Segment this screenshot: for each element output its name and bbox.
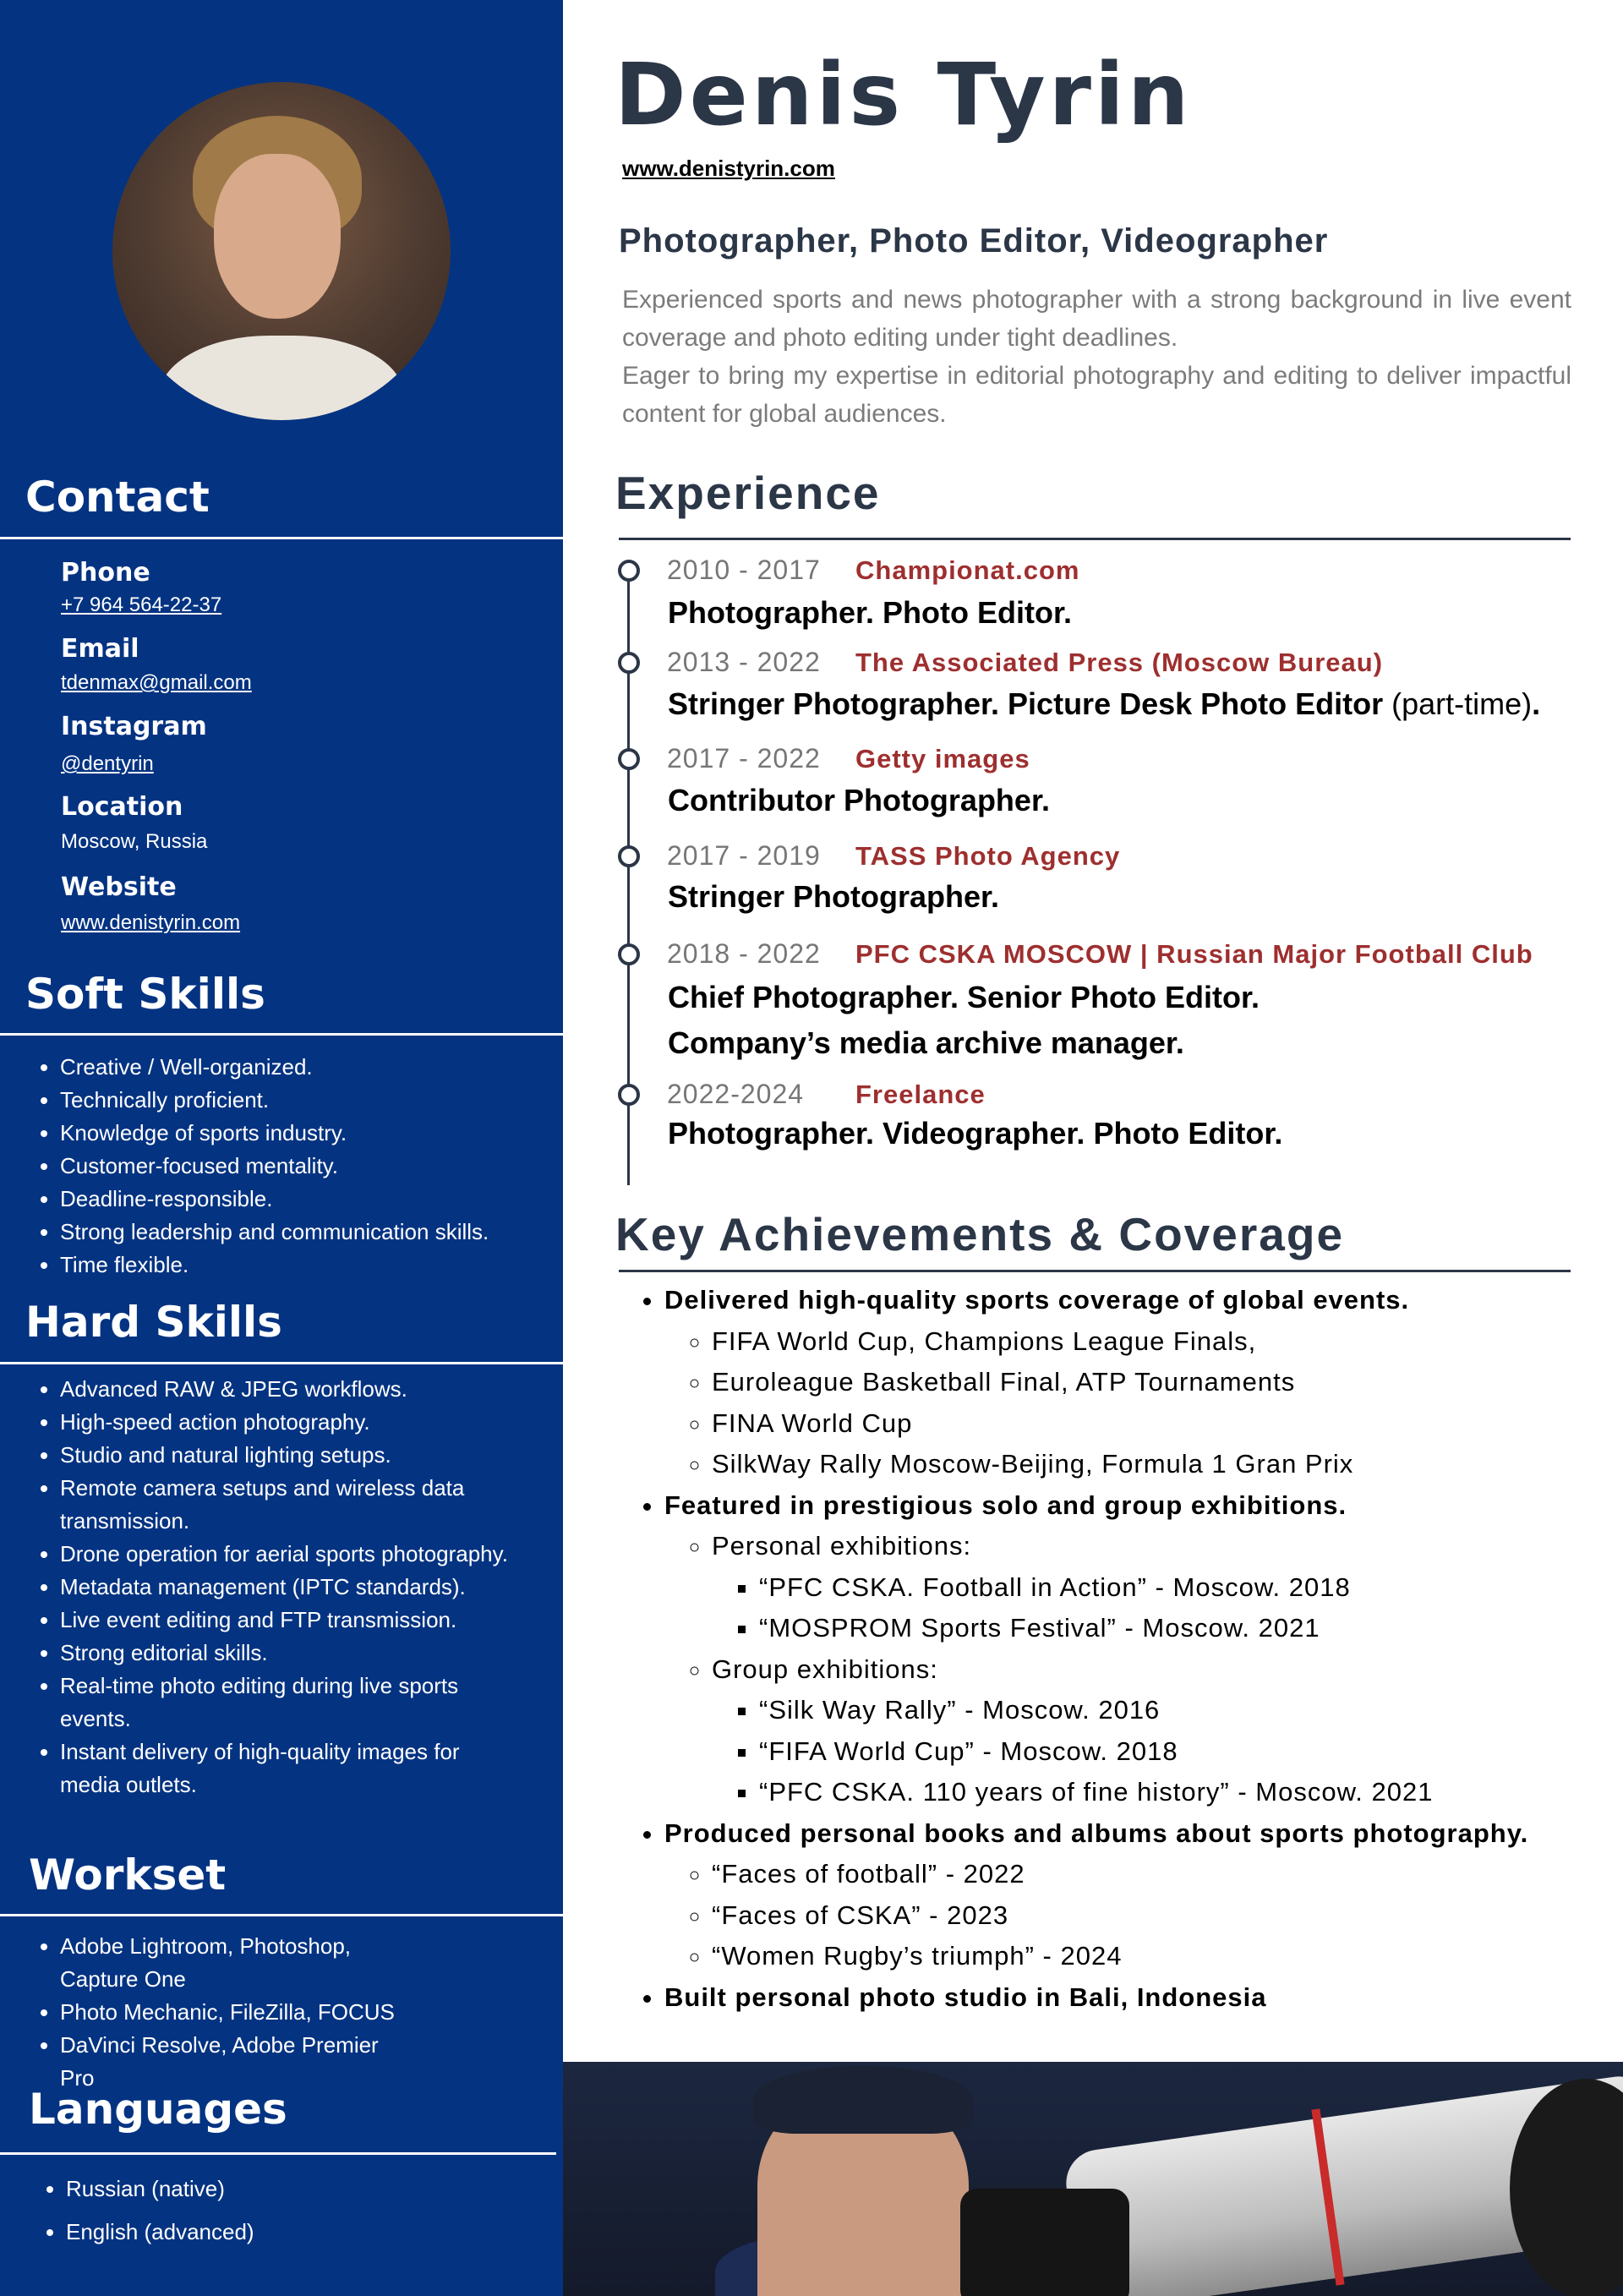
profile-photo [112, 82, 451, 420]
achievement-item [664, 1280, 1611, 1485]
list-item: ◦ “Faces of football” - 2022 [712, 1854, 1611, 1895]
list-item: ▪ “PFC CSKA. 110 years of fine history” - Moscow. 2021 [759, 1772, 1611, 1813]
achievement-item [664, 1485, 1611, 1813]
list-item: • English (advanced) [66, 2211, 539, 2254]
achievements-heading: Key Achievements & Coverage [615, 1208, 1345, 1260]
candidate-name: Denis Tyrin [615, 45, 1193, 145]
experience-title [668, 681, 1540, 727]
website-link[interactable]: www.denistyrin.com [61, 911, 241, 934]
list-item: • Knowledge of sports industry. [60, 1117, 533, 1150]
experience-years: 2018 - 2022 [667, 938, 821, 969]
timeline-dot-icon [618, 748, 640, 770]
list-item: • Live event editing and FTP transmission. [60, 1604, 516, 1637]
exhibition-group-label: Group exhibitions: [712, 1654, 938, 1684]
soft-skills-heading: Soft Skills [25, 970, 265, 1019]
experience-years: 2017 - 2019 [667, 840, 821, 871]
experience-title: Contributor Photographer. [668, 783, 1050, 817]
experience-title: Chief Photographer. Senior Photo Editor. [668, 980, 1260, 1014]
list-item: • Deadline-responsible. [60, 1183, 533, 1216]
workset-divider [0, 1914, 563, 1916]
email-link[interactable]: tdenmax@gmail.com [61, 671, 252, 694]
list-item: • Adobe Lightroom, Photoshop, Capture One [60, 1930, 415, 1996]
list-item: ◦ SilkWay Rally Moscow-Beijing, Formula 1 Gran Prix [712, 1444, 1611, 1485]
experience-company: PFC CSKA MOSCOW | Russian Major Football Club [855, 939, 1533, 969]
list-item: ▪ “MOSPROM Sports Festival” - Moscow. 2021 [759, 1608, 1611, 1649]
timeline-dot-icon [618, 943, 640, 965]
experience-years: 2010 - 2017 [667, 555, 821, 585]
experience-title-note: (part-time) [1391, 686, 1533, 721]
experience-title-line2: Company’s media archive manager. [668, 1025, 1184, 1060]
photographer-photo [563, 2062, 1623, 2296]
achievement-sublist [664, 1321, 1611, 1485]
website-label: Website [61, 872, 177, 902]
timeline-dot-icon [618, 845, 640, 867]
phone-link[interactable]: +7 964 564-22-37 [61, 593, 222, 616]
experience-divider [619, 538, 1571, 540]
list-item: • Studio and natural lighting setups. [60, 1439, 516, 1472]
list-item: • Instant delivery of high-quality images for media outlets. [60, 1736, 516, 1801]
achievement-sublist [664, 1526, 1611, 1813]
experience-title: Stringer Photographer. [668, 879, 1000, 914]
list-item: ▪ “Silk Way Rally” - Moscow. 2016 [759, 1690, 1611, 1731]
list-item: • Strong editorial skills. [60, 1637, 516, 1670]
achievements-divider [619, 1270, 1571, 1272]
workset-heading: Workset [29, 1850, 227, 1900]
exhibition-group-label: Personal exhibitions: [712, 1531, 972, 1561]
list-item: • Remote camera setups and wireless data transmission. [60, 1472, 516, 1538]
list-item: ◦ FINA World Cup [712, 1403, 1611, 1445]
experience-title: Photographer. Videographer. Photo Editor. [668, 1116, 1283, 1151]
experience-title: Photographer. Photo Editor. [668, 595, 1073, 630]
list-item: • Customer-focused mentality. [60, 1150, 533, 1183]
role-title: Photographer, Photo Editor, Videographer [619, 222, 1329, 260]
list-item: • Time flexible. [60, 1249, 533, 1282]
list-item: • High-speed action photography. [60, 1406, 516, 1439]
languages-list [0, 2168, 539, 2254]
instagram-label: Instagram [61, 712, 207, 741]
timeline-dot-icon [618, 652, 640, 674]
contact-divider [0, 537, 563, 539]
experience-company: Championat.com [855, 555, 1080, 585]
exhibition-list [712, 1567, 1611, 1649]
photo-cap [753, 2066, 973, 2134]
experience-company: The Associated Press (Moscow Bureau) [855, 648, 1384, 677]
list-item: ▪ “FIFA World Cup” - Moscow. 2018 [759, 1731, 1611, 1773]
email-label: Email [61, 634, 139, 664]
achievements-list [626, 1280, 1611, 2018]
experience-years: 2017 - 2022 [667, 743, 821, 774]
achievement-sublist [664, 1854, 1611, 1977]
languages-divider [0, 2152, 556, 2155]
achievement-item [664, 1813, 1611, 1977]
header-website-link[interactable]: www.denistyrin.com [622, 156, 835, 181]
list-item: • Creative / Well-organized. [60, 1051, 533, 1084]
list-item: • Advanced RAW & JPEG workflows. [60, 1373, 516, 1406]
hard-skills-heading: Hard Skills [25, 1298, 282, 1347]
phone-label: Phone [61, 558, 150, 588]
list-item: ◦ “Faces of CSKA” - 2023 [712, 1895, 1611, 1937]
experience-years: 2022-2024 [667, 1079, 805, 1109]
list-item: ◦ FIFA World Cup, Champions League Finals, [712, 1321, 1611, 1363]
sidebar [0, 0, 563, 2296]
summary-paragraph: Eager to bring my expertise in editorial photography and editing to deliver impactful content for global audiences. [622, 362, 1571, 428]
timeline-dot-icon [618, 1084, 640, 1106]
list-item: • DaVinci Resolve, Adobe Premier Pro [60, 2029, 415, 2095]
exhibition-list [712, 1690, 1611, 1813]
list-item: ▪ “PFC CSKA. Football in Action” - Moscow. 2018 [759, 1567, 1611, 1609]
instagram-link[interactable]: @dentyrin [61, 752, 154, 775]
soft-skills-list [0, 1051, 533, 1282]
achievement-text: Built personal photo studio in Bali, Indonesia [664, 1982, 1267, 2012]
summary-paragraph: Experienced sports and news photographer with a strong background in live event coverage and photo editing under tight deadlines. [622, 286, 1571, 352]
hard-skills-divider [0, 1362, 563, 1364]
experience-company: Freelance [855, 1080, 986, 1109]
experience-years: 2013 - 2022 [667, 647, 821, 677]
location-label: Location [61, 792, 183, 822]
hard-skills-list [0, 1373, 516, 1801]
profile-photo-shirt [159, 336, 404, 420]
profile-photo-face [214, 154, 341, 319]
achievement-item [664, 1977, 1611, 2019]
achievement-text: Featured in prestigious solo and group exhibitions. [664, 1490, 1347, 1520]
achievement-text: Produced personal books and albums about sports photography. [664, 1818, 1529, 1848]
experience-heading: Experience [615, 467, 881, 519]
list-item: • Technically proficient. [60, 1084, 533, 1117]
camera-body [960, 2189, 1129, 2296]
list-item: • Strong leadership and communication skills. [60, 1216, 533, 1249]
experience-title-main: Stringer Photographer. Picture Desk Photo Editor [668, 686, 1384, 721]
location-value: Moscow, Russia [61, 830, 208, 853]
summary [622, 281, 1571, 433]
list-item: • Photo Mechanic, FileZilla, FOCUS [60, 1996, 415, 2029]
experience-title-end: . [1532, 686, 1541, 721]
list-item: • Russian (native) [66, 2168, 539, 2211]
list-item [712, 1649, 1611, 1813]
contact-heading: Contact [25, 473, 210, 522]
list-item: • Drone operation for aerial sports photography. [60, 1538, 516, 1571]
list-item [712, 1526, 1611, 1649]
workset-list [0, 1930, 415, 2095]
list-item: • Metadata management (IPTC standards). [60, 1571, 516, 1604]
list-item: • Real-time photo editing during live sports events. [60, 1670, 516, 1736]
list-item: ◦ “Women Rugby’s triumph” - 2024 [712, 1936, 1611, 1977]
soft-skills-divider [0, 1033, 563, 1036]
timeline-dot-icon [618, 560, 640, 582]
languages-heading: Languages [29, 2085, 287, 2134]
achievement-text: Delivered high-quality sports coverage of global events. [664, 1285, 1410, 1315]
experience-company: Getty images [855, 744, 1030, 774]
experience-company: TASS Photo Agency [855, 841, 1121, 871]
list-item: ◦ Euroleague Basketball Final, ATP Tournaments [712, 1362, 1611, 1403]
